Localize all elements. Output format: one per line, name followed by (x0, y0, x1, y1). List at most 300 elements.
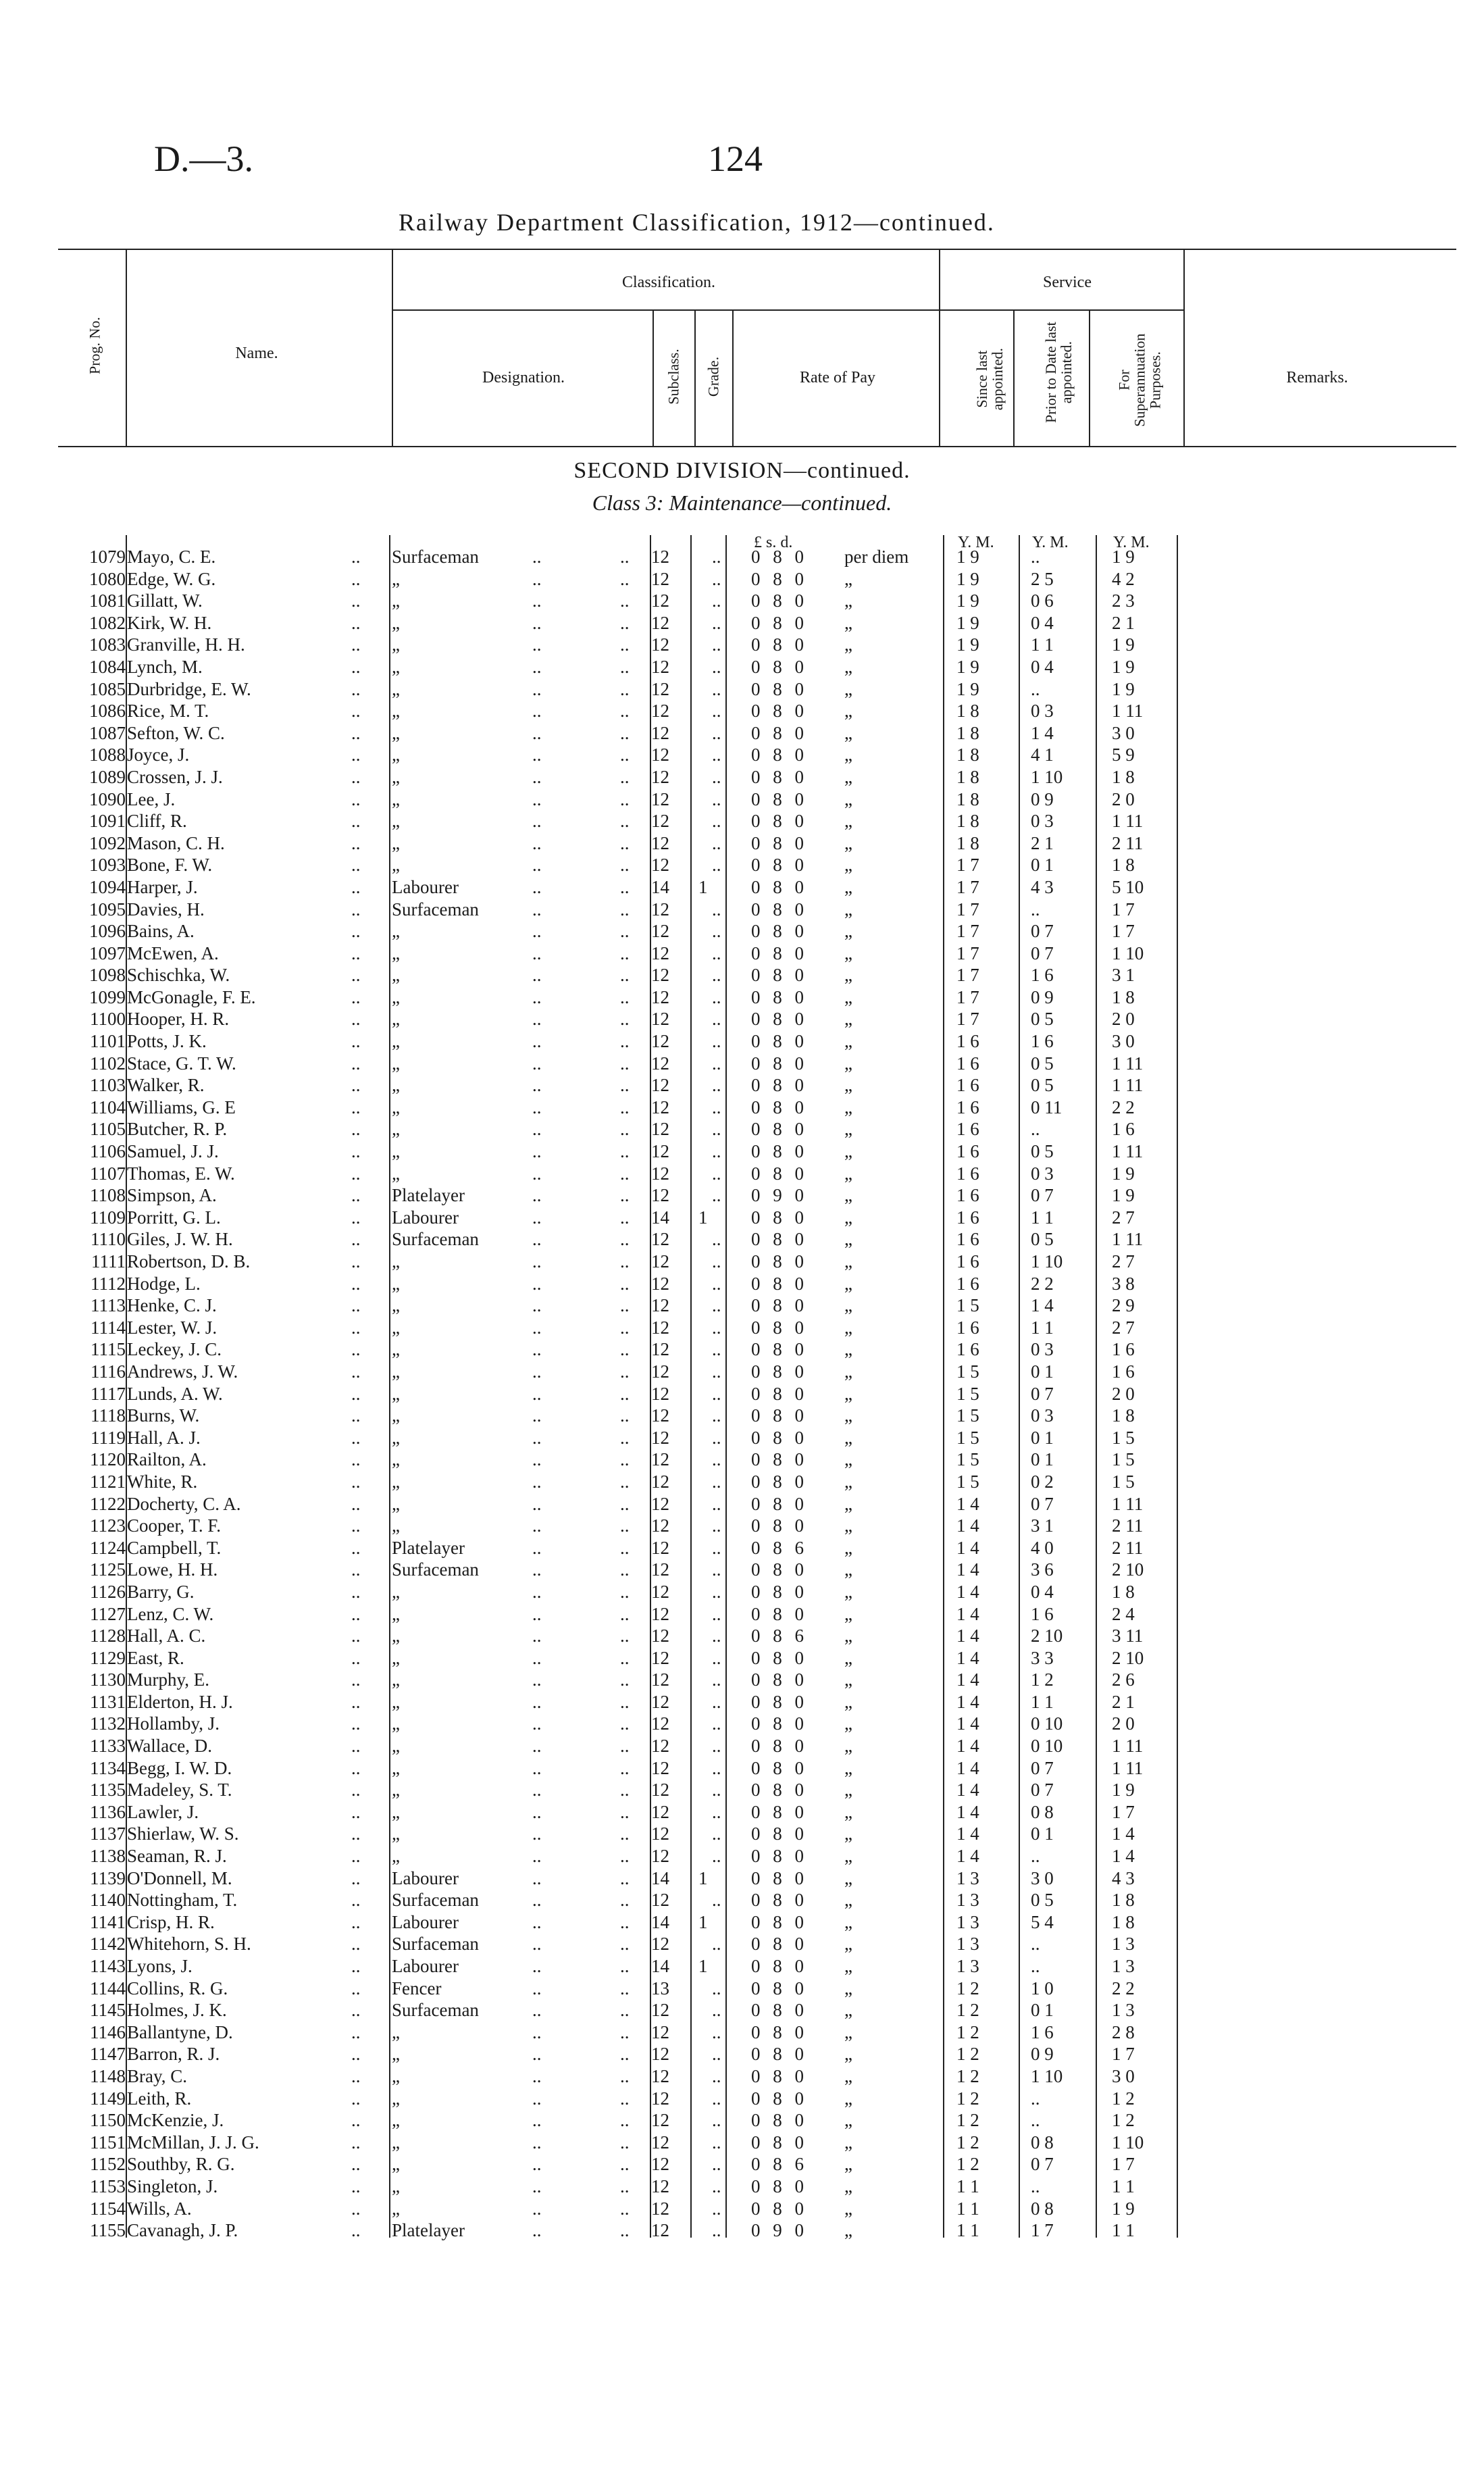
subclass-cell: 12 (651, 612, 669, 633)
leader-dots: .. (620, 2088, 630, 2109)
superannuation-cell: 1 5 (1112, 1427, 1135, 1448)
since-last-cell: 1 7 (956, 986, 979, 1007)
header-bottom-rule (58, 446, 1456, 447)
table-row (0, 788, 1484, 811)
table-row (0, 1933, 1484, 1955)
since-last-cell: 1 2 (956, 2110, 979, 2131)
designation-cell: Surfaceman (392, 1559, 479, 1580)
prog-no-cell: 1107 (90, 1163, 126, 1184)
since-last-cell: 1 5 (956, 1361, 979, 1382)
prior-to-date-cell: 0 1 (1031, 1823, 1054, 1844)
prior-to-date-cell: 1 0 (1031, 1978, 1054, 1998)
since-last-cell: 1 9 (956, 678, 979, 699)
prog-no-cell: 1155 (90, 2220, 126, 2241)
superannuation-cell: 1 8 (1112, 1581, 1135, 1602)
name-cell: Cooper, T. F. (127, 1515, 222, 1536)
since-last-cell: 1 8 (956, 766, 979, 787)
table-row (0, 1294, 1484, 1317)
subclass-cell: 12 (651, 2175, 669, 2196)
name-cell: Giles, J. W. H. (127, 1229, 233, 1250)
leader-dots: .. (712, 1163, 721, 1184)
leader-dots: .. (532, 2065, 542, 2086)
pay-unit-cell: „ (844, 1713, 852, 1734)
superannuation-cell: 2 2 (1112, 1978, 1135, 1998)
leader-dots: .. (712, 1427, 721, 1448)
leader-dots: .. (620, 1978, 630, 1998)
leader-dots: .. (712, 1075, 721, 1096)
leader-dots: .. (351, 1031, 361, 1052)
table-row (0, 1625, 1484, 1647)
name-cell: McGonagle, F. E. (127, 986, 256, 1007)
leader-dots: .. (620, 1075, 630, 1096)
since-last-cell: 1 6 (956, 1339, 979, 1360)
superannuation-cell: 3 1 (1112, 965, 1135, 986)
name-cell: Porritt, G. L. (127, 1207, 221, 1228)
superannuation-cell: 1 5 (1112, 1449, 1135, 1470)
leader-dots: .. (712, 1383, 721, 1404)
designation-cell: „ (392, 942, 400, 963)
rate-of-pay-cell: 0 8 0 (751, 2065, 808, 2086)
name-cell: Andrews, J. W. (127, 1361, 238, 1382)
name-cell: Shierlaw, W. S. (127, 1823, 239, 1844)
leader-dots: .. (712, 1559, 721, 1580)
table-row (0, 1273, 1484, 1295)
name-cell: Docherty, C. A. (127, 1493, 241, 1514)
leader-dots: .. (532, 1251, 542, 1272)
table-row (0, 2219, 1484, 2242)
prior-to-date-cell: 2 1 (1031, 832, 1054, 853)
since-last-cell: 1 6 (956, 1053, 979, 1074)
table-row (0, 1603, 1484, 1626)
leader-dots: .. (620, 1669, 630, 1690)
designation-cell: Surfaceman (392, 1229, 479, 1250)
superannuation-cell: 1 11 (1112, 1141, 1144, 1162)
subclass-cell: 12 (651, 832, 669, 853)
leader-dots: .. (532, 921, 542, 942)
designation-cell: „ (392, 1273, 400, 1294)
name-cell: O'Donnell, M. (127, 1867, 232, 1888)
since-last-cell: 1 9 (956, 612, 979, 633)
table-row (0, 634, 1484, 656)
designation-cell: Surfaceman (392, 899, 479, 920)
leader-dots: .. (620, 1780, 630, 1801)
pay-unit-cell: „ (844, 1911, 852, 1932)
leader-dots: .. (351, 1978, 361, 1998)
subclass-cell: 12 (651, 2110, 669, 2131)
prog-no-cell: 1114 (91, 1317, 126, 1338)
prior-to-date-cell: 0 9 (1031, 788, 1054, 809)
subclass-cell: 12 (651, 1581, 669, 1602)
prog-no-cell: 1125 (90, 1559, 126, 1580)
prog-no-cell: 1133 (90, 1736, 126, 1757)
rate-of-pay-cell: 0 8 0 (751, 2044, 808, 2065)
prior-to-date-cell: 1 1 (1031, 634, 1054, 655)
leader-dots: .. (351, 745, 361, 765)
leader-dots: .. (620, 1515, 630, 1536)
designation-cell: „ (392, 634, 400, 655)
rate-of-pay-cell: 0 8 6 (751, 1537, 808, 1558)
leader-dots: .. (351, 1471, 361, 1492)
name-cell: Henke, C. J. (127, 1295, 217, 1316)
leader-dots: .. (532, 1427, 542, 1448)
designation-cell: „ (392, 1119, 400, 1140)
since-last-cell: 1 8 (956, 832, 979, 853)
leader-dots: .. (532, 568, 542, 589)
since-last-cell: 1 6 (956, 1185, 979, 1206)
rate-of-pay-cell: 0 8 0 (751, 1207, 808, 1228)
designation-cell: „ (392, 811, 400, 832)
designation-cell: „ (392, 1141, 400, 1162)
leader-dots: .. (712, 1626, 721, 1646)
prog-no-cell: 1091 (89, 811, 126, 832)
subclass-cell: 12 (651, 1295, 669, 1316)
leader-dots: .. (351, 1846, 361, 1867)
designation-cell: „ (392, 1075, 400, 1096)
prior-to-date-cell: 3 0 (1031, 1867, 1054, 1888)
name-cell: Barry, G. (127, 1581, 195, 1602)
rate-of-pay-cell: 0 8 0 (751, 701, 808, 722)
designation-cell: Labourer (392, 1911, 459, 1932)
prog-no-cell: 1080 (89, 568, 126, 589)
superannuation-cell: 5 9 (1112, 745, 1135, 765)
subclass-cell: 12 (651, 1317, 669, 1338)
since-last-cell: 1 2 (956, 2000, 979, 2021)
leader-dots: .. (351, 1757, 361, 1778)
leader-dots: .. (712, 2021, 721, 2042)
leader-dots: .. (620, 745, 630, 765)
since-last-cell: 1 3 (956, 1890, 979, 1911)
name-cell: Lunds, A. W. (127, 1383, 223, 1404)
subclass-cell: 12 (651, 1229, 669, 1250)
leader-dots: .. (620, 1559, 630, 1580)
pay-unit-cell: „ (844, 1823, 852, 1844)
leader-dots: .. (351, 2220, 361, 2241)
subclass-cell: 12 (651, 1339, 669, 1360)
prior-to-date-cell: 0 3 (1031, 1339, 1054, 1360)
prior-to-date-cell: 0 3 (1031, 701, 1054, 722)
leader-dots: .. (712, 899, 721, 920)
leader-dots: .. (351, 1867, 361, 1888)
subclass-cell: 12 (651, 1251, 669, 1272)
leader-dots: .. (532, 1295, 542, 1316)
leader-dots: .. (620, 2154, 630, 2175)
prog-no-cell: 1118 (91, 1405, 126, 1426)
name-cell: Harper, J. (127, 876, 198, 897)
since-last-cell: 1 8 (956, 722, 979, 743)
leader-dots: .. (351, 1097, 361, 1117)
prior-to-date-cell: 1 4 (1031, 1295, 1054, 1316)
name-cell: Joyce, J. (127, 745, 190, 765)
leader-dots: .. (532, 2088, 542, 2109)
prog-no-cell: 1094 (89, 876, 126, 897)
grade-cell: 1 (698, 1911, 708, 1932)
rate-of-pay-cell: 0 8 0 (751, 2088, 808, 2109)
designation-cell: „ (392, 1493, 400, 1514)
since-last-cell: 1 4 (956, 1713, 979, 1734)
rate-of-pay-cell: 0 8 0 (751, 1317, 808, 1338)
rate-of-pay-cell: 0 8 0 (751, 1691, 808, 1712)
header-name: Name. (235, 345, 278, 362)
leader-dots: .. (620, 2065, 630, 2086)
superannuation-cell: 2 7 (1112, 1251, 1135, 1272)
class-subheading: Class 3: Maintenance—continued. (592, 490, 892, 515)
table-row (0, 546, 1484, 568)
leader-dots: .. (712, 1273, 721, 1294)
leader-dots: .. (620, 965, 630, 986)
designation-cell: „ (392, 1339, 400, 1360)
leader-dots: .. (532, 1823, 542, 1844)
designation-cell: „ (392, 1097, 400, 1117)
subclass-cell: 12 (651, 855, 669, 876)
designation-cell: „ (392, 965, 400, 986)
superannuation-cell: 1 8 (1112, 766, 1135, 787)
prior-to-date-cell: 0 9 (1031, 2044, 1054, 2065)
table-row (0, 700, 1484, 722)
designation-cell: Surfaceman (392, 1934, 479, 1955)
subclass-cell: 12 (651, 1647, 669, 1668)
subclass-cell: 12 (651, 1934, 669, 1955)
pay-unit-cell: „ (844, 1163, 852, 1184)
prior-to-date-cell: 2 10 (1031, 1626, 1063, 1646)
table-row (0, 1361, 1484, 1383)
prog-no-cell: 1154 (90, 2198, 126, 2219)
leader-dots: .. (712, 2198, 721, 2219)
leader-dots: .. (712, 656, 721, 677)
prog-no-cell: 1144 (90, 1978, 126, 1998)
table-row (0, 1184, 1484, 1207)
leader-dots: .. (620, 2198, 630, 2219)
table-row (0, 1735, 1484, 1757)
since-last-cell: 1 8 (956, 788, 979, 809)
leader-dots: .. (712, 2000, 721, 2021)
leader-dots: .. (620, 1471, 630, 1492)
since-last-cell: 1 8 (956, 811, 979, 832)
leader-dots: .. (620, 1493, 630, 1514)
table-row (0, 2088, 1484, 2110)
name-cell: Singleton, J. (127, 2175, 218, 2196)
table-row (0, 1845, 1484, 1867)
leader-dots: .. (620, 1823, 630, 1844)
subclass-cell: 12 (651, 1669, 669, 1690)
pay-unit-cell: „ (844, 590, 852, 611)
pay-unit-cell: „ (844, 899, 852, 920)
rate-of-pay-cell: 0 8 0 (751, 1846, 808, 1867)
prior-to-date-cell: 0 5 (1031, 1075, 1054, 1096)
leader-dots: .. (712, 1669, 721, 1690)
rate-of-pay-cell: 0 8 0 (751, 1493, 808, 1514)
leader-dots: .. (532, 1736, 542, 1757)
prog-no-cell: 1084 (89, 656, 126, 677)
leader-dots: .. (351, 1890, 361, 1911)
prior-to-date-cell: 0 4 (1031, 1581, 1054, 1602)
pay-unit-cell: „ (844, 766, 852, 787)
rate-of-pay-cell: 0 8 0 (751, 1934, 808, 1955)
designation-cell: Platelayer (392, 2220, 465, 2241)
designation-cell: „ (392, 1295, 400, 1316)
since-last-cell: 1 5 (956, 1295, 979, 1316)
leader-dots: .. (620, 701, 630, 722)
grade-cell: 1 (698, 1956, 708, 1976)
table-row (0, 678, 1484, 701)
leader-dots: .. (532, 2175, 542, 2196)
table-row (0, 2153, 1484, 2175)
designation-cell: „ (392, 1515, 400, 1536)
rate-of-pay-cell: 0 8 0 (751, 1978, 808, 1998)
since-last-cell: 1 1 (956, 2198, 979, 2219)
leader-dots: .. (712, 1736, 721, 1757)
leader-dots: .. (532, 1339, 542, 1360)
name-cell: Bray, C. (127, 2065, 187, 2086)
leader-dots: .. (532, 1757, 542, 1778)
prog-no-cell: 1092 (89, 832, 126, 853)
subclass-cell: 12 (651, 634, 669, 655)
leader-dots: .. (351, 2154, 361, 2175)
pay-unit-cell: „ (844, 2154, 852, 2175)
since-last-cell: 1 2 (956, 2021, 979, 2042)
leader-dots: .. (532, 965, 542, 986)
name-cell: Hall, A. J. (127, 1427, 201, 1448)
table-row (0, 942, 1484, 965)
leader-dots: .. (532, 1581, 542, 1602)
leader-dots: .. (620, 1141, 630, 1162)
name-cell: Bone, F. W. (127, 855, 213, 876)
leader-dots: .. (532, 1053, 542, 1074)
leader-dots: .. (532, 1890, 542, 1911)
table-row (0, 722, 1484, 745)
leader-dots: .. (351, 1736, 361, 1757)
name-cell: Williams, G. E (127, 1097, 236, 1117)
leader-dots: .. (532, 1031, 542, 1052)
designation-cell: „ (392, 1736, 400, 1757)
rate-of-pay-cell: 0 8 0 (751, 1515, 808, 1536)
pay-unit-cell: „ (844, 1471, 852, 1492)
prog-no-cell: 1087 (89, 722, 126, 743)
designation-cell: „ (392, 1449, 400, 1470)
table-row (0, 920, 1484, 942)
leader-dots: .. (532, 1515, 542, 1536)
grade-cell: 1 (698, 1867, 708, 1888)
table-row (0, 612, 1484, 634)
table-row (0, 1383, 1484, 1405)
pay-unit-cell: „ (844, 678, 852, 699)
prior-to-date-cell: 0 1 (1031, 1361, 1054, 1382)
pay-unit-cell: „ (844, 855, 852, 876)
leader-dots: .. (351, 811, 361, 832)
table-row (0, 1338, 1484, 1361)
pay-unit-cell: „ (844, 921, 852, 942)
superannuation-cell: 1 11 (1112, 701, 1144, 722)
superannuation-cell: 3 0 (1112, 722, 1135, 743)
table-row (0, 1251, 1484, 1273)
pay-unit-cell: „ (844, 965, 852, 986)
subclass-cell: 14 (651, 1207, 669, 1228)
prior-to-date-cell: 0 8 (1031, 2132, 1054, 2153)
superannuation-cell: 3 11 (1112, 1626, 1144, 1646)
subclass-cell: 12 (651, 2044, 669, 2065)
name-cell: Durbridge, E. W. (127, 678, 251, 699)
name-cell: Crossen, J. J. (127, 766, 223, 787)
prog-no-cell: 1104 (90, 1097, 126, 1117)
subclass-cell: 12 (651, 1846, 669, 1867)
since-last-cell: 1 9 (956, 656, 979, 677)
since-last-cell: 1 7 (956, 965, 979, 986)
designation-cell: „ (392, 1163, 400, 1184)
since-last-cell: 1 1 (956, 2175, 979, 2196)
leader-dots: .. (532, 1867, 542, 1888)
pay-unit-cell: „ (844, 1801, 852, 1822)
pay-unit-cell: „ (844, 2000, 852, 2021)
leader-dots: .. (620, 1361, 630, 1382)
pay-unit-cell: „ (844, 788, 852, 809)
prog-no-cell: 1128 (90, 1626, 126, 1646)
subclass-cell: 12 (651, 921, 669, 942)
prog-no-cell: 1120 (90, 1449, 126, 1470)
superannuation-cell: 2 2 (1112, 1097, 1135, 1117)
rate-of-pay-cell: 0 8 0 (751, 745, 808, 765)
leader-dots: .. (620, 942, 630, 963)
table-row (0, 1559, 1484, 1581)
pay-unit-cell: „ (844, 1867, 852, 1888)
prog-no-cell: 1081 (89, 590, 126, 611)
name-cell: Lynch, M. (127, 656, 203, 677)
table-row (0, 1757, 1484, 1780)
designation-cell: Platelayer (392, 1537, 465, 1558)
table-row (0, 2198, 1484, 2220)
since-last-cell: 1 5 (956, 1449, 979, 1470)
superannuation-cell: 1 10 (1112, 2132, 1144, 2153)
leader-dots: .. (620, 921, 630, 942)
table-row (0, 2109, 1484, 2132)
prior-to-date-cell: 0 5 (1031, 1053, 1054, 1074)
subclass-cell: 12 (651, 2220, 669, 2241)
prog-no-cell: 1142 (90, 1934, 126, 1955)
leader-dots: .. (620, 2110, 630, 2131)
table-row (0, 1140, 1484, 1163)
pay-unit-cell: „ (844, 811, 852, 832)
leader-dots: .. (712, 1978, 721, 1998)
rate-of-pay-cell: 0 9 0 (751, 1185, 808, 1206)
table-row (0, 1999, 1484, 2021)
leader-dots: .. (712, 1537, 721, 1558)
subclass-cell: 12 (651, 1031, 669, 1052)
name-cell: Madeley, S. T. (127, 1780, 232, 1801)
superannuation-cell: 1 2 (1112, 2110, 1135, 2131)
superannuation-cell: 2 7 (1112, 1317, 1135, 1338)
pay-unit-cell: „ (844, 1427, 852, 1448)
superannuation-cell: 1 11 (1112, 1053, 1144, 1074)
since-last-cell: 1 4 (956, 1537, 979, 1558)
leader-dots: .. (712, 1713, 721, 1734)
subclass-cell: 12 (651, 722, 669, 743)
leader-dots: .. (712, 1053, 721, 1074)
classification-rule (392, 309, 939, 311)
designation-cell: Labourer (392, 1956, 459, 1976)
prior-to-date-cell: 0 3 (1031, 1163, 1054, 1184)
prog-no-cell: 1100 (90, 1009, 126, 1030)
rate-of-pay-cell: 0 8 0 (751, 1581, 808, 1602)
superannuation-cell: 1 3 (1112, 2000, 1135, 2021)
table-row (0, 1911, 1484, 1934)
prog-no-cell: 1148 (90, 2065, 126, 2086)
rate-of-pay-cell: 0 8 0 (751, 1890, 808, 1911)
prog-no-cell: 1147 (90, 2044, 126, 2065)
subclass-cell: 12 (651, 568, 669, 589)
subclass-cell: 12 (651, 2154, 669, 2175)
leader-dots: .. (351, 2110, 361, 2131)
name-cell: Cavanagh, J. P. (127, 2220, 238, 2241)
prog-no-cell: 1150 (90, 2110, 126, 2131)
subclass-cell: 12 (651, 1383, 669, 1404)
